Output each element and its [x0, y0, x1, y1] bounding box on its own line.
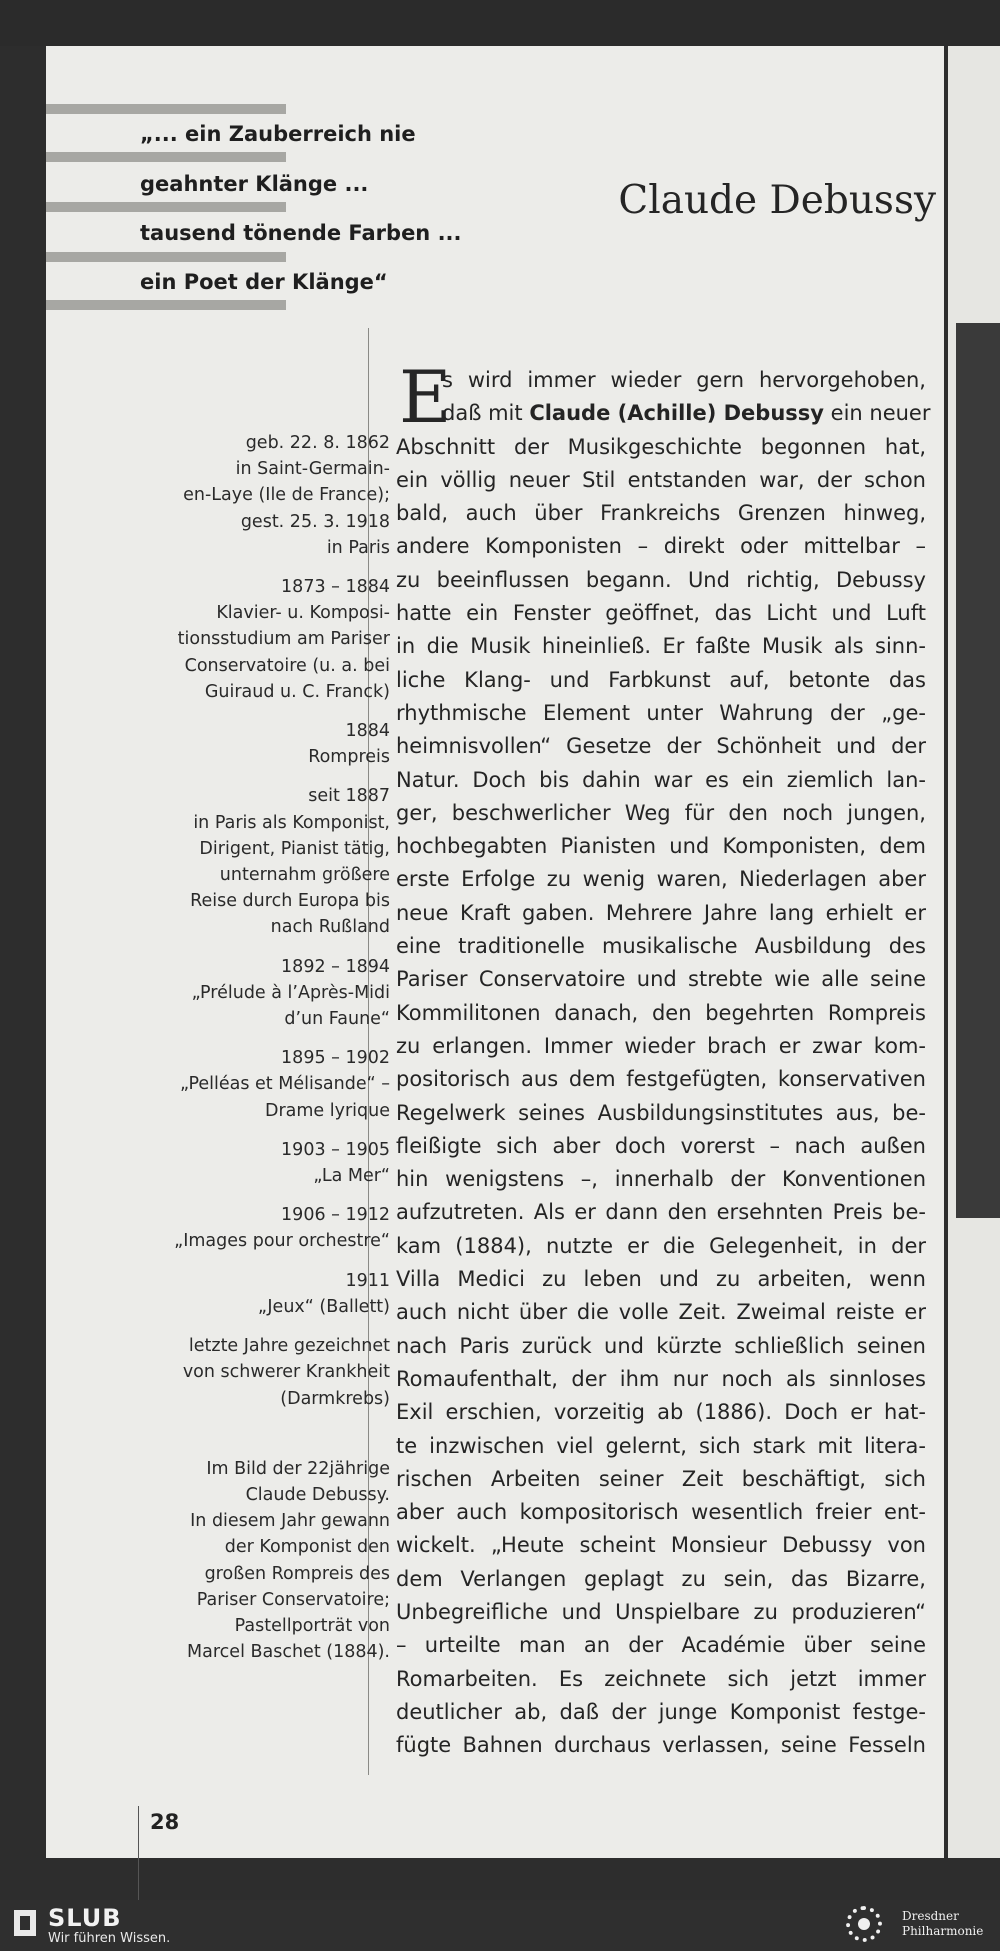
decorative-stripe	[46, 104, 286, 114]
bio-entry	[126, 1045, 390, 1124]
bio-entry-line: seit 1887	[308, 786, 390, 807]
page-number: 28	[150, 1810, 180, 1834]
body-line: aufzutreten. Als er dann den ersehnten Preis be-	[396, 1200, 926, 1225]
body-line: ein völlig neuer Stil entstanden war, der schon	[396, 467, 926, 492]
body-line: Villa Medici zu leben und zu arbeiten, wenn	[396, 1267, 926, 1292]
bio-entry	[126, 718, 390, 770]
decorative-stripe	[46, 300, 286, 310]
body-line: nach Paris zurück und kürzte schließlich seinen	[396, 1333, 926, 1358]
decorative-stripe	[46, 202, 286, 212]
body-line: zu beeinflussen begann. Und richtig, Debussy	[396, 567, 926, 592]
quote-line: geahnter Klänge ...	[140, 172, 369, 196]
bio-entry-line: „Images pour orchestre“	[174, 1231, 390, 1252]
bio-entry-line: in Paris	[326, 537, 390, 558]
decorative-stripe	[46, 152, 286, 162]
body-line: auch nicht über die volle Zeit. Zweimal reiste er	[396, 1300, 926, 1325]
body-line: kam (1884), nutzte er die Gelegenheit, in der	[396, 1233, 926, 1258]
caption-line: Pariser Conservatoire;	[196, 1589, 390, 1610]
body-line: Romarbeiten. Es zeichnete sich jetzt immer	[396, 1666, 926, 1691]
page-title: Claude Debussy	[618, 178, 936, 223]
bio-entry	[126, 1268, 390, 1320]
body-line: te inzwischen viel gelernt, sich stark mit litera-	[396, 1433, 926, 1458]
bio-entry-line: d’un Faune“	[284, 1009, 390, 1030]
body-line: bald, auch über Frankreichs Grenzen hinweg,	[396, 501, 926, 526]
caption-line: Pastellporträt von	[234, 1615, 390, 1636]
article-body	[396, 355, 931, 1762]
body-line: rhythmische Element unter Wahrung der „ge-	[396, 700, 926, 725]
portrait-caption	[126, 1456, 390, 1666]
body-line: dem Verlangen geplagt zu sein, das Bizarre,	[396, 1566, 926, 1591]
body-line: Romaufenthalt, der ihm nur noch als sinnloses	[396, 1366, 926, 1391]
bio-entry-line: letzte Jahre gezeichnet	[188, 1336, 390, 1357]
bio-entry-line: von schwerer Krankheit	[182, 1362, 390, 1383]
body-line: erste Erfolge zu wenig waren, Niederlagen aber	[396, 867, 926, 892]
caption-line: Marcel Baschet (1884).	[187, 1642, 390, 1663]
bio-entry	[126, 574, 390, 705]
body-line: s wird immer wieder gern hervorgehoben,	[442, 368, 926, 392]
body-line: wickelt. „Heute scheint Monsieur Debussy von	[396, 1533, 926, 1558]
body-line: – urteilte man an der Académie über seine	[396, 1633, 926, 1658]
body-line: rischen Arbeiten seiner Zeit beschäftigt, sich	[396, 1466, 926, 1491]
quote-line: ein Poet der Klänge“	[140, 270, 388, 294]
body-line: deutlicher ab, daß der junge Komponist festge-	[396, 1699, 926, 1724]
decorative-stripe	[46, 252, 286, 262]
body-line: andere Komponisten – direkt oder mittelbar –	[396, 534, 926, 559]
drop-cap: E	[399, 355, 452, 439]
bio-entry-line: 1903 – 1905	[281, 1139, 390, 1160]
body-line: Unbegreifliche und Unspielbare zu produzieren“	[396, 1599, 926, 1624]
bio-entry-line: Conservatoire (u. a. bei	[184, 655, 390, 676]
body-line: positorisch aus dem festgefügten, konservativen	[396, 1067, 926, 1092]
quote-line: „... ein Zauberreich nie	[140, 122, 416, 146]
quote-line: tausend tönende Farben ...	[140, 221, 462, 245]
body-line: fleißigte sich aber doch vorerst – nach außen	[396, 1133, 926, 1158]
body-paragraph	[396, 431, 926, 1763]
body-line: liche Klang- und Farbkunst auf, betonte das	[396, 667, 926, 692]
bio-entry-line: 1911	[345, 1270, 390, 1291]
document-page	[46, 46, 944, 1858]
bio-entry-line: in Saint-Germain-	[235, 459, 390, 480]
bio-entry-line: gest. 25. 3. 1918	[240, 511, 390, 532]
body-line: fügte Bahnen durchaus verlassen, seine Fesseln	[396, 1733, 926, 1758]
slub-logo-icon	[14, 1910, 36, 1936]
adjacent-page-edge	[948, 46, 1000, 1858]
bio-entry-line: „La Mer“	[313, 1166, 390, 1187]
bio-entry	[126, 1202, 390, 1254]
body-line: Regelwerk seines Ausbildungsinstitutes aus, be-	[396, 1100, 926, 1125]
bio-entry-line: Guiraud u. C. Franck)	[204, 681, 390, 702]
bio-entry-line: 1892 – 1894	[281, 956, 390, 977]
bio-entry-line: „Prélude à l’Après-Midi	[191, 982, 390, 1003]
caption-line: großen Rompreis des	[204, 1563, 390, 1584]
caption-line: der Komponist den	[224, 1537, 390, 1558]
bio-entry-line: in Paris als Komponist,	[193, 812, 390, 833]
scan-border	[0, 0, 1000, 46]
bio-entry-line: (Darmkrebs)	[280, 1388, 390, 1409]
bio-entry-line: Klavier- u. Komposi-	[216, 603, 390, 624]
body-line: hochbegabten Pianisten und Komponisten, dem	[396, 834, 926, 859]
bio-entry-line: 1895 – 1902	[281, 1048, 390, 1069]
body-line: aber auch kompositorisch wesentlich freier ent-	[396, 1500, 926, 1525]
bio-entry	[126, 430, 390, 561]
bio-entry	[126, 1333, 390, 1412]
page-number-rule	[138, 1806, 139, 1904]
slub-name: SLUB	[48, 1904, 122, 1932]
body-line: Exil erschien, vorzeitig ab (1886). Doch er hat-	[396, 1400, 926, 1425]
body-line: Abschnitt der Musikgeschichte begonnen hat,	[396, 434, 926, 459]
slub-tagline: Wir führen Wissen.	[48, 1931, 171, 1946]
body-line: in die Musik hineinließ. Er faßte Musik als sinn-	[396, 634, 926, 659]
bio-entry-line: Reise durch Europa bis	[190, 891, 390, 912]
caption-line: Im Bild der 22jährige	[206, 1458, 390, 1479]
body-line: ger, beschwerlicher Weg für den noch jungen,	[396, 800, 926, 825]
adjacent-page-photo	[956, 323, 1000, 1218]
body-line: Kommilitonen danach, den begehrten Rompreis	[396, 1000, 926, 1025]
body-line: neue Kraft gaben. Mehrere Jahre lang erhielt er	[396, 900, 926, 925]
bio-entry-line: geb. 22. 8. 1862	[245, 433, 390, 453]
caption-line: Claude Debussy.	[245, 1484, 390, 1505]
bio-entry	[126, 1137, 390, 1189]
bio-entry-line: 1884	[345, 721, 390, 742]
bio-entry-line: „Pelléas et Mélisande“ –	[180, 1074, 390, 1095]
body-line: Pariser Conservatoire und strebte wie alle seine	[396, 967, 926, 992]
philharmonie-logo-icon	[846, 1906, 882, 1942]
body-line: zu erlangen. Immer wieder brach er zwar kom-	[396, 1033, 926, 1058]
bio-entry-line: nach Rußland	[270, 917, 390, 938]
body-line: eine traditionelle musikalische Ausbildung des	[396, 934, 926, 959]
body-line: hatte ein Fenster geöffnet, das Licht und Luft	[396, 601, 926, 626]
bio-entry	[126, 954, 390, 1033]
bio-entry-line: unternahm größere	[219, 865, 390, 886]
bio-entry-line: Dirigent, Pianist tätig,	[199, 838, 390, 859]
philharmonie-name: Dresdner Philharmonie	[902, 1909, 984, 1938]
body-line: Natur. Doch bis dahin war es ein ziemlich lan-	[396, 767, 926, 792]
body-line: hin wenigstens –, innerhalb der Konventionen	[396, 1167, 926, 1192]
bio-entry-line: „Jeux“ (Ballett)	[257, 1296, 390, 1317]
bio-entry	[126, 783, 390, 940]
footer-bar	[0, 1900, 1000, 1951]
biography-sidebar	[126, 430, 390, 1665]
bio-entry-line: Drame lyrique	[264, 1100, 390, 1121]
bio-entry-line: Rompreis	[308, 747, 390, 768]
body-line: heimnisvollen“ Gesetze der Schönheit und der	[396, 734, 926, 759]
composer-name: Claude (Achille) Debussy	[529, 401, 824, 426]
body-line: daß mit Claude (Achille) Debussy ein neuer	[442, 401, 931, 426]
caption-line: In diesem Jahr gewann	[190, 1511, 390, 1532]
bio-entry-line: tionsstudium am Pariser	[177, 629, 390, 650]
bio-entry-line: 1873 – 1884	[281, 577, 390, 598]
bio-entry-line: 1906 – 1912	[281, 1205, 390, 1226]
bio-entry-line: en-Laye (Ile de France);	[183, 485, 390, 506]
